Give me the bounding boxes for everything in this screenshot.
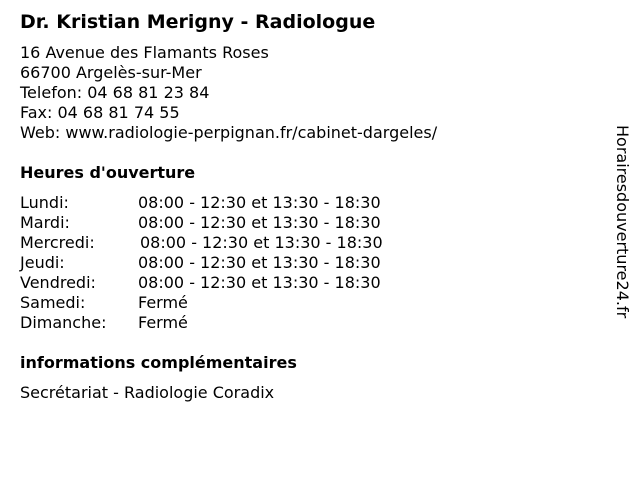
day-label: Mardi: <box>20 213 70 232</box>
hours-row-monday <box>20 193 440 213</box>
day-times: Fermé <box>138 313 188 332</box>
day-label: Lundi: <box>20 193 69 212</box>
day-times: 08:00 - 12:30 et 13:30 - 18:30 <box>138 273 381 292</box>
hours-row-sunday <box>20 313 440 333</box>
website: Web: www.radiologie-perpignan.fr/cabinet-dargeles/ <box>20 123 438 142</box>
day-label: Vendredi: <box>20 273 96 292</box>
hours-row-thursday <box>20 253 440 273</box>
day-label: Samedi: <box>20 293 86 312</box>
hours-row-tuesday <box>20 213 440 233</box>
hours-heading: Heures d'ouverture <box>20 163 196 182</box>
day-times: 08:00 - 12:30 et 13:30 - 18:30 <box>138 213 381 232</box>
day-times: 08:00 - 12:30 et 13:30 - 18:30 <box>138 253 381 272</box>
day-label: Dimanche: <box>20 313 107 332</box>
contact-block <box>20 43 437 143</box>
watermark-text: Horairesdouverture24.fr <box>613 125 632 319</box>
extra-info-heading: informations complémentaires <box>20 353 297 372</box>
day-times: Fermé <box>138 293 188 312</box>
day-label: Mercredi: <box>20 233 95 252</box>
hours-row-friday <box>20 273 440 293</box>
day-times: 08:00 - 12:30 et 13:30 - 18:30 <box>138 193 381 212</box>
hours-row-saturday <box>20 293 440 313</box>
day-label: Jeudi: <box>20 253 65 272</box>
hours-row-wednesday <box>20 233 440 253</box>
address-street: 16 Avenue des Flamants Roses <box>20 43 269 62</box>
opening-hours-table <box>20 193 440 333</box>
address-city: 66700 Argelès-sur-Mer <box>20 63 202 82</box>
day-times: 08:00 - 12:30 et 13:30 - 18:30 <box>140 233 383 252</box>
phone-number: Telefon: 04 68 81 23 84 <box>20 83 210 102</box>
page-title: Dr. Kristian Merigny - Radiologue <box>20 11 376 33</box>
extra-info-text: Secrétariat - Radiologie Coradix <box>20 383 275 402</box>
fax-number: Fax: 04 68 81 74 55 <box>20 103 180 122</box>
